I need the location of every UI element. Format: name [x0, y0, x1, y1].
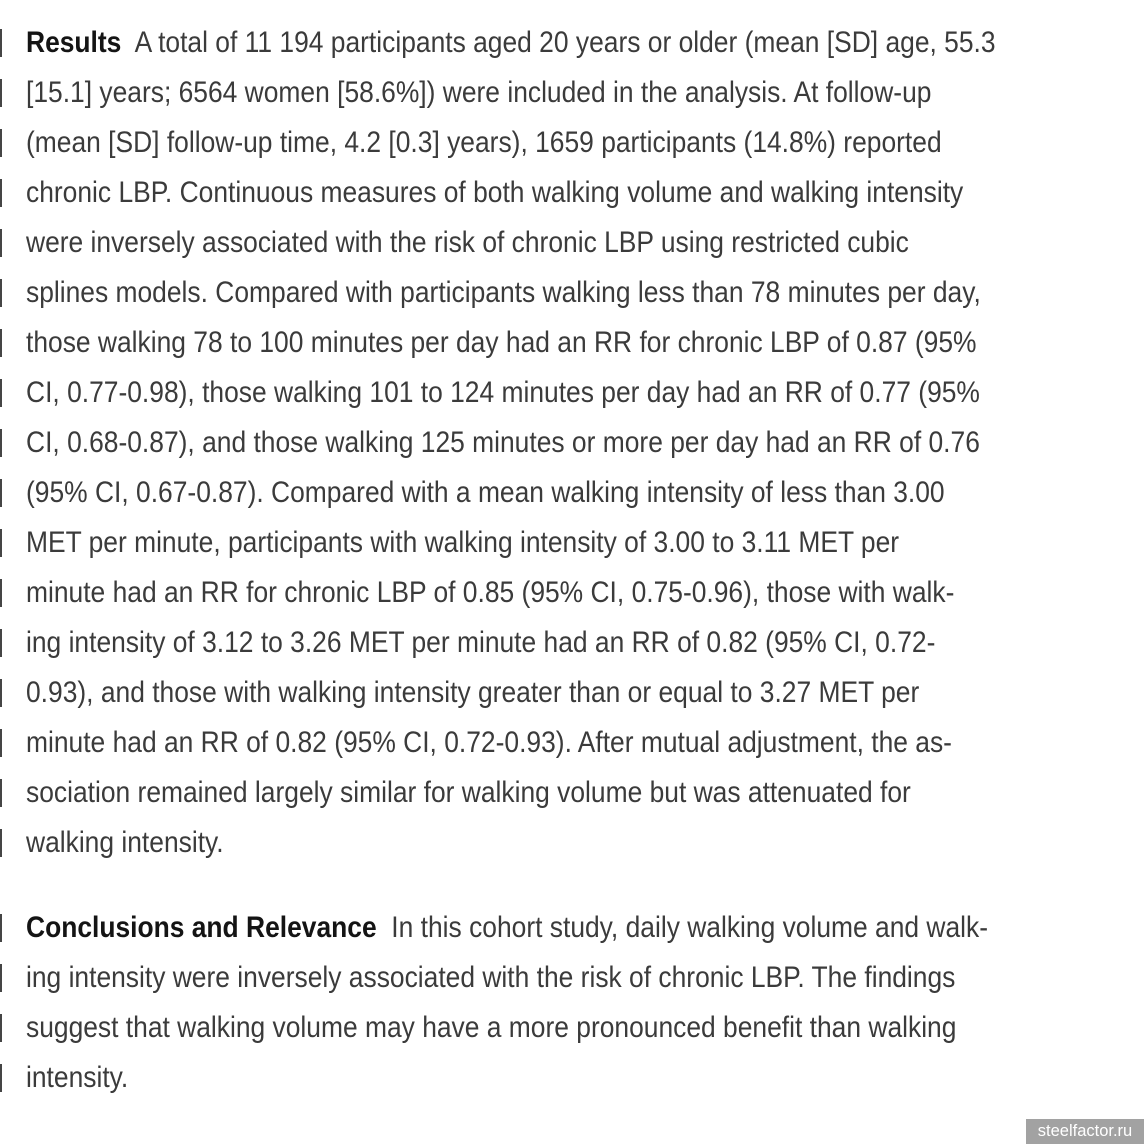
text-line [26, 418, 1144, 468]
text-line-content: Results A total of 11 194 participants aged 20 years or older (mean [SD] age, 55.3 [26, 26, 996, 59]
conclusions-section [26, 903, 1144, 1103]
text-line [26, 168, 1144, 218]
text-line [26, 268, 1144, 318]
text-line-content: CI, 0.68-0.87), and those walking 125 minutes or more per day had an RR of 0.76 [26, 426, 980, 459]
text-line [26, 1003, 1144, 1053]
text-line-content: [15.1] years; 6564 women [58.6%]) were included in the analysis. At follow-up [26, 76, 932, 109]
text-line-content: MET per minute, participants with walking intensity of 3.00 to 3.11 MET per [26, 526, 900, 559]
text-line [26, 118, 1144, 168]
text-line [26, 68, 1144, 118]
results-section [26, 18, 1144, 868]
text-line-content: 0.93), and those with walking intensity greater than or equal to 3.27 MET per [26, 676, 920, 709]
text-line [26, 718, 1144, 768]
watermark-badge [1026, 1119, 1144, 1144]
section-label: Conclusions and Relevance [26, 911, 377, 944]
text-line-content: CI, 0.77-0.98), those walking 101 to 124 minutes per day had an RR of 0.77 (95% [26, 376, 980, 409]
text-line-content: those walking 78 to 100 minutes per day had an RR for chronic LBP of 0.87 (95% [26, 326, 977, 359]
text-line [26, 18, 1144, 68]
text-line [26, 668, 1144, 718]
text-line-content: ing intensity were inversely associated with the risk of chronic LBP. The findings [26, 961, 956, 994]
text-line-content: (mean [SD] follow-up time, 4.2 [0.3] years), 1659 participants (14.8%) reported [26, 126, 942, 159]
text-line [26, 468, 1144, 518]
text-line-content: chronic LBP. Continuous measures of both walking volume and walking intensity [26, 176, 964, 209]
abstract-text [26, 18, 1144, 1103]
text-line [26, 618, 1144, 668]
text-line-content: intensity. [26, 1061, 129, 1094]
text-line-content: splines models. Compared with participants walking less than 78 minutes per day, [26, 276, 981, 309]
text-line [26, 518, 1144, 568]
watermark-label: steelfactor.ru [1037, 1122, 1133, 1140]
text-line-content: sociation remained largely similar for walking volume but was attenuated for [26, 776, 911, 809]
text-line [26, 768, 1144, 818]
text-line [26, 318, 1144, 368]
text-line-content: minute had an RR for chronic LBP of 0.85 (95% CI, 0.75-0.96), those with walk- [26, 576, 955, 609]
section-label: Results [26, 26, 122, 59]
text-line-content: suggest that walking volume may have a more pronounced benefit than walking [26, 1011, 957, 1044]
text-line [26, 218, 1144, 268]
text-line-content: ing intensity of 3.12 to 3.26 MET per minute had an RR of 0.82 (95% CI, 0.72- [26, 626, 936, 659]
text-line [26, 953, 1144, 1003]
text-line [26, 818, 1144, 868]
text-line [26, 903, 1144, 953]
text-line-content: Conclusions and Relevance In this cohort study, daily walking volume and walk- [26, 911, 989, 944]
text-line-content: walking intensity. [26, 826, 224, 859]
text-line-content: were inversely associated with the risk of chronic LBP using restricted cubic [26, 226, 909, 259]
text-line [26, 568, 1144, 618]
text-line-content: (95% CI, 0.67-0.87). Compared with a mean walking intensity of less than 3.00 [26, 476, 945, 509]
text-line [26, 368, 1144, 418]
text-line-content: minute had an RR of 0.82 (95% CI, 0.72-0.93). After mutual adjustment, the as- [26, 726, 952, 759]
text-line [26, 1053, 1144, 1103]
